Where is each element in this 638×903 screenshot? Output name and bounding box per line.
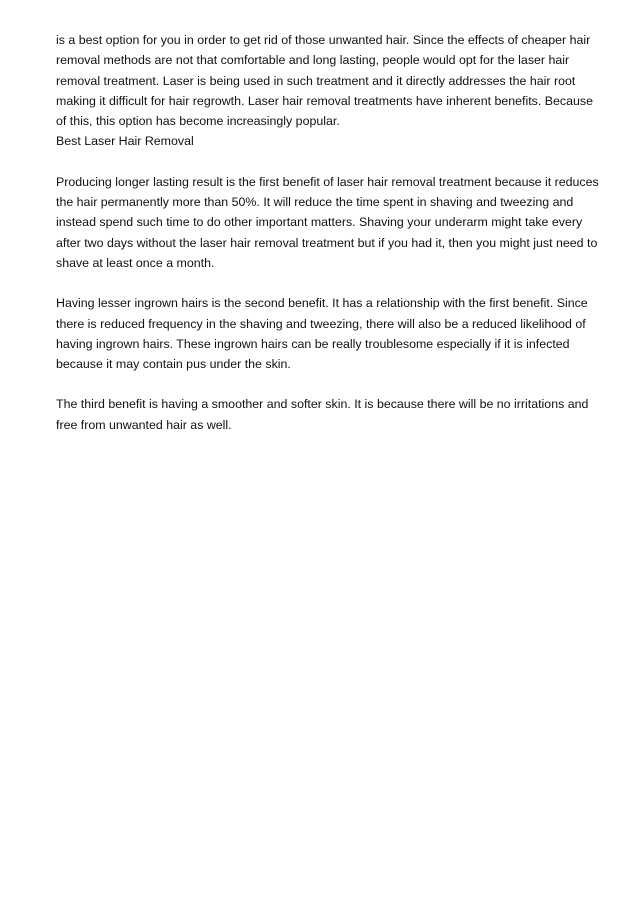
inline-heading-best-laser-hair-removal: Best Laser Hair Removal [56,134,194,149]
paragraph-first-benefit: Producing longer lasting result is the first benefit of laser hair removal treatment because it reduces the hair permanently more than 50%. It will reduce the time spent in shaving and tweezing and instead spend such time to do other important matters. Shaving your underarm might take every after two days without the laser hair removal treatment but if you had it, then you might just need to shave at least once a month. [56,174,599,270]
paragraph-intro: is a best option for you in order to get rid of those unwanted hair. Since the effects of cheaper hair removal methods are not that comfortable and long lasting, people would opt for the laser hair removal treatment. Laser is being used in such treatment and it directly addresses the hair root making it difficult for hair regrowth. Laser hair removal treatments have inherent benefits. Because of this, this option has become increasingly popular. [56,33,593,129]
paragraph-spacer [56,273,601,293]
paragraph-third-benefit: The third benefit is having a smoother and softer skin. It is because there will be no irritations and free from unwanted hair as well. [56,397,589,432]
document-body [56,30,601,435]
paragraph-spacer [56,374,601,394]
paragraph-second-benefit: Having lesser ingrown hairs is the second benefit. It has a relationship with the first benefit. Since there is reduced frequency in the shaving and tweezing, there will also be a reduced likelihood of having ingrown hairs. These ingrown hairs can be really troublesome especially if it is infected because it may contain pus under the skin. [56,296,588,372]
paragraph-spacer [56,152,601,172]
